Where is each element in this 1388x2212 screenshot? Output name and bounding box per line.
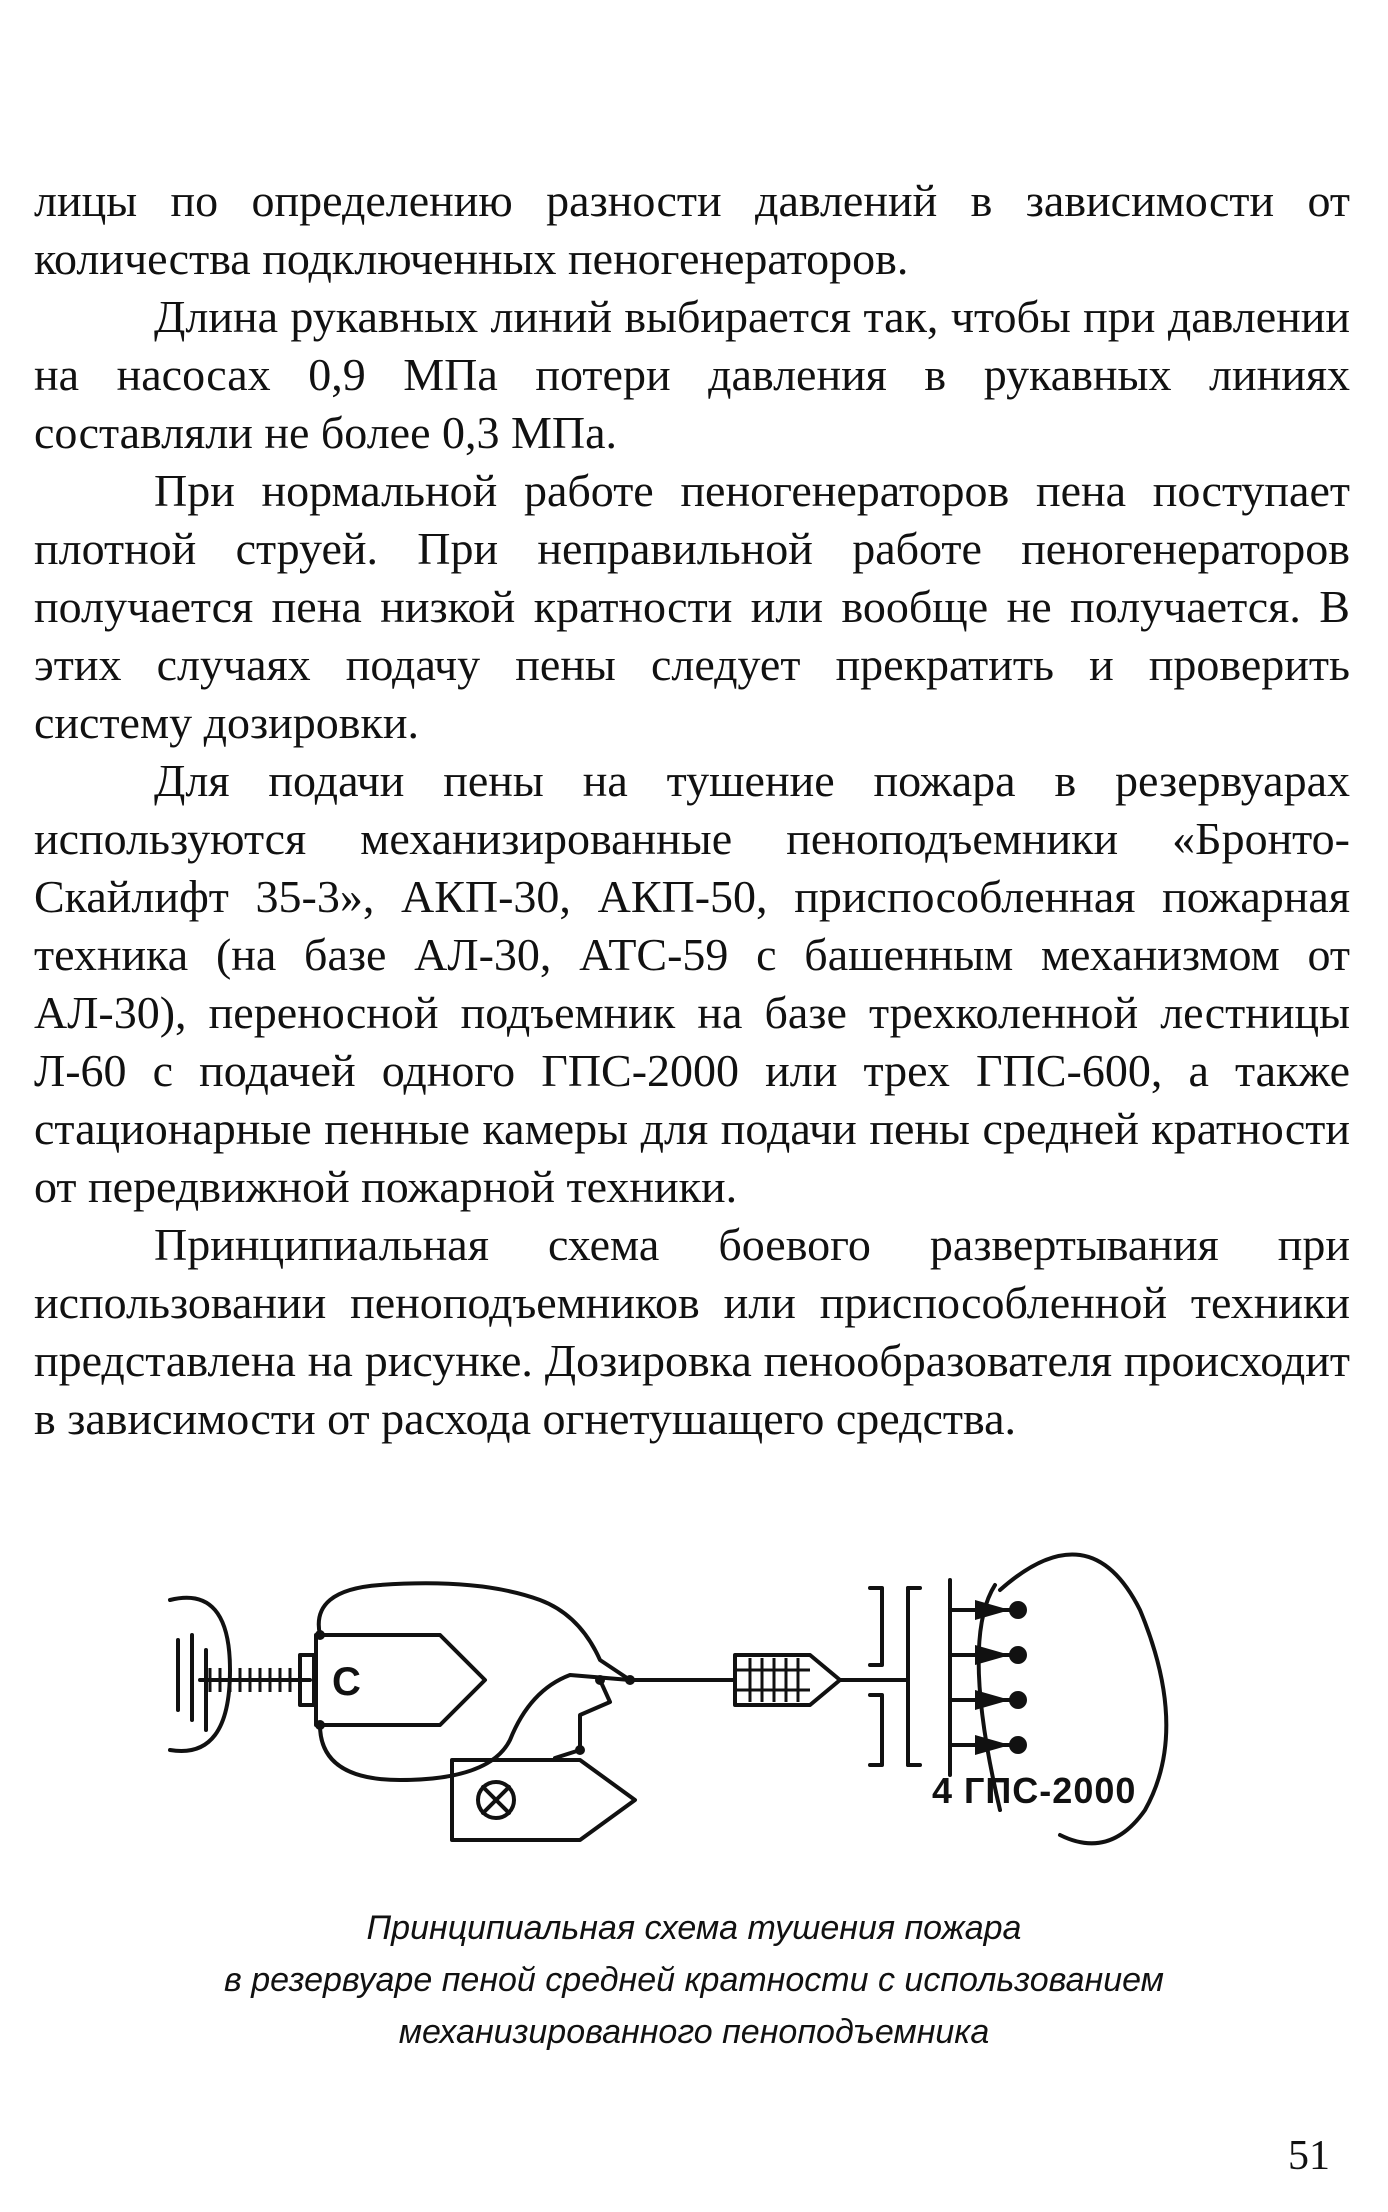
caption-line-1: Принципиальная схема тушения пожара (366, 1909, 1022, 1947)
figure-caption (100, 1902, 1288, 2058)
caption-line-2: в резервуаре пеной средней кратности с использованием (224, 1961, 1164, 1999)
paragraph-5: Принципиальная схема боевого развертывания при использовании пеноподъемников или приспособленной техники представлена на рисунке. Дозировка пенообразователя происходит в зависимости от расхода огнетушащего средства. (34, 1219, 1350, 1444)
hose-line-upper (319, 1583, 630, 1680)
paragraph-1: лицы по определению разности давлений в зависимости от количества подключенных пеногенераторов. (34, 175, 1350, 284)
page-number: 51 (1288, 2133, 1330, 2179)
paragraph-3: При нормальной работе пеногенераторов пена поступает плотной струей. При неправильной работе пеногенераторов получается пена низкой кратности или вообще не получается. В этих случаях подачу пены следует прекратить и проверить систему дозировки. (34, 465, 1350, 748)
scheme-diagram (160, 1490, 1220, 1890)
deployment-scheme-figure (160, 1490, 1220, 1890)
paragraph-4: Для подачи пены на тушение пожара в резервуарах используются механизированные пеноподъемники «Бронто-Скайлифт 35-3», АКП-30, АКП-50, приспособленная пожарная техника (на базе АЛ-30, АТС-59 с башенным механизмом от АЛ-30), переносной подъемник на базе трехколенной лестницы Л-60 с подачей одного ГПС-2000 или трех ГПС-600, а также стационарные пенные камеры для подачи пены средней кратности от передвижной пожарной техники. (34, 755, 1350, 1212)
vehicle-letter: С (332, 1660, 361, 1704)
body-text (34, 172, 1350, 1448)
foam-generators (315, 1600, 1027, 1755)
caption-line-3: механизированного пеноподъемника (398, 2013, 990, 2051)
paragraph-2: Длина рукавных линий выбирается так, чтобы при давлении на насосах 0,9 МПа потери давления в рукавных линиях составляли не более 0,3 МПа. (34, 291, 1350, 458)
generator-label: 4 ГПС-2000 (932, 1770, 1137, 1811)
